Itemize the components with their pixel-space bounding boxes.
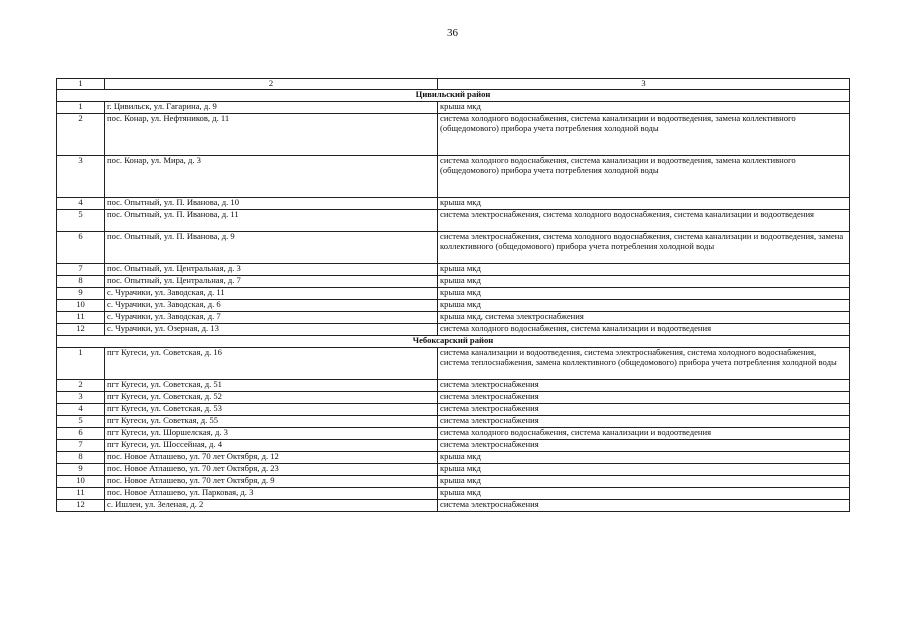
table-row: [57, 464, 850, 476]
address-cell: г. Цивильск, ул. Гагарина, д. 9: [105, 102, 438, 114]
table-row: [57, 392, 850, 404]
work-type-cell: система электроснабжения: [438, 416, 850, 428]
table-row: [57, 476, 850, 488]
row-number: 3: [57, 392, 105, 404]
table-row: [57, 488, 850, 500]
work-type-cell: система электроснабжения: [438, 440, 850, 452]
address-cell: с. Чурачики, ул. Заводская, д. 6: [105, 300, 438, 312]
work-type-cell: система канализации и водоотведения, система электроснабжения, система холодного водоснабжения, система теплоснабжения, замена коллективного (общедомового) прибора учета потребления холодной воды: [438, 348, 850, 380]
address-cell: пос. Опытный, ул. П. Иванова, д. 9: [105, 232, 438, 264]
work-type-cell: система электроснабжения: [438, 404, 850, 416]
row-number: 11: [57, 312, 105, 324]
address-cell: пос. Конар, ул. Мира, д. 3: [105, 156, 438, 198]
row-number: 6: [57, 428, 105, 440]
address-cell: пос. Опытный, ул. Центральная, д. 3: [105, 264, 438, 276]
address-cell: пгт Кугеси, ул. Шоссейная, д. 4: [105, 440, 438, 452]
work-type-cell: крыша мкд: [438, 264, 850, 276]
table-row: [57, 416, 850, 428]
row-number: 11: [57, 488, 105, 500]
table-row: [57, 440, 850, 452]
work-type-cell: система холодного водоснабжения, система канализации и водоотведения, замена коллективного (общедомового) прибора учета потребления холодной воды: [438, 114, 850, 156]
row-number: 4: [57, 404, 105, 416]
row-number: 4: [57, 198, 105, 210]
table-row: [57, 264, 850, 276]
work-type-cell: крыша мкд: [438, 198, 850, 210]
table-row: [57, 500, 850, 512]
address-cell: пгт Кугеси, ул. Шоршелская, д. 3: [105, 428, 438, 440]
district-header-row: [57, 336, 850, 348]
row-number: 12: [57, 500, 105, 512]
row-number: 8: [57, 276, 105, 288]
table-row: [57, 300, 850, 312]
column-header-1: 1: [57, 79, 105, 90]
row-number: 2: [57, 114, 105, 156]
work-type-cell: система электроснабжения: [438, 392, 850, 404]
table-row: [57, 288, 850, 300]
table-row: [57, 102, 850, 114]
table-row: [57, 198, 850, 210]
work-type-cell: крыша мкд: [438, 102, 850, 114]
work-type-cell: система холодного водоснабжения, система канализации и водоотведения: [438, 324, 850, 336]
table-row: [57, 156, 850, 198]
table-row: [57, 452, 850, 464]
address-cell: пос. Конар, ул. Нефтяников, д. 11: [105, 114, 438, 156]
address-cell: с. Ишлеи, ул. Зеленая, д. 2: [105, 500, 438, 512]
column-header-3: 3: [438, 79, 850, 90]
column-header-2: 2: [105, 79, 438, 90]
table-row: [57, 404, 850, 416]
address-cell: пос. Опытный, ул. Центральная, д. 7: [105, 276, 438, 288]
address-cell: пос. Опытный, ул. П. Иванова, д. 11: [105, 210, 438, 232]
work-type-cell: крыша мкд: [438, 288, 850, 300]
address-cell: пос. Новое Атлашево, ул. Парковая, д. 3: [105, 488, 438, 500]
row-number: 2: [57, 380, 105, 392]
row-number: 5: [57, 210, 105, 232]
table-row: [57, 114, 850, 156]
row-number: 10: [57, 476, 105, 488]
work-type-cell: крыша мкд: [438, 476, 850, 488]
table-row: [57, 276, 850, 288]
district-name: Цивильский район: [57, 90, 850, 102]
column-number-row: [57, 79, 850, 90]
table-row: [57, 210, 850, 232]
row-number: 12: [57, 324, 105, 336]
repair-works-table: [56, 78, 850, 512]
work-type-cell: система холодного водоснабжения, система канализации и водоотведения, замена коллективного (общедомового) прибора учета потребления холодной воды: [438, 156, 850, 198]
address-cell: пгт Кугеси, ул. Советская, д. 52: [105, 392, 438, 404]
address-cell: пос. Новое Атлашево, ул. 70 лет Октября, д. 23: [105, 464, 438, 476]
address-cell: пгт Кугеси, ул. Советкая, д. 55: [105, 416, 438, 428]
address-cell: пос. Опытный, ул. П. Иванова, д. 10: [105, 198, 438, 210]
district-header-row: [57, 90, 850, 102]
address-cell: пгт Кугеси, ул. Советская, д. 16: [105, 348, 438, 380]
row-number: 3: [57, 156, 105, 198]
row-number: 1: [57, 102, 105, 114]
work-type-cell: крыша мкд: [438, 276, 850, 288]
address-cell: с. Чурачики, ул. Озерная, д. 13: [105, 324, 438, 336]
work-type-cell: крыша мкд, система электроснабжения: [438, 312, 850, 324]
table-row: [57, 232, 850, 264]
table-row: [57, 324, 850, 336]
table-row: [57, 348, 850, 380]
row-number: 7: [57, 264, 105, 276]
work-type-cell: система электроснабжения: [438, 500, 850, 512]
district-name: Чебоксарский район: [57, 336, 850, 348]
row-number: 8: [57, 452, 105, 464]
address-cell: пос. Новое Атлашево, ул. 70 лет Октября, д. 12: [105, 452, 438, 464]
row-number: 1: [57, 348, 105, 380]
row-number: 5: [57, 416, 105, 428]
row-number: 7: [57, 440, 105, 452]
row-number: 6: [57, 232, 105, 264]
work-type-cell: система электроснабжения, система холодного водоснабжения, система канализации и водоотведения, замена коллективного (общедомового) прибора учета потребления холодной воды: [438, 232, 850, 264]
work-type-cell: система электроснабжения: [438, 380, 850, 392]
row-number: 9: [57, 288, 105, 300]
row-number: 10: [57, 300, 105, 312]
address-cell: пгт Кугеси, ул. Советская, д. 51: [105, 380, 438, 392]
work-type-cell: крыша мкд: [438, 452, 850, 464]
work-type-cell: крыша мкд: [438, 300, 850, 312]
address-cell: пгт Кугеси, ул. Советская, д. 53: [105, 404, 438, 416]
work-type-cell: крыша мкд: [438, 464, 850, 476]
table-body: [57, 79, 850, 512]
page-number: 36: [447, 27, 458, 39]
address-cell: с. Чурачики, ул. Заводская, д. 7: [105, 312, 438, 324]
row-number: 9: [57, 464, 105, 476]
address-cell: пос. Новое Атлашево, ул. 70 лет Октября, д. 9: [105, 476, 438, 488]
table-row: [57, 428, 850, 440]
address-cell: с. Чурачики, ул. Заводская, д. 11: [105, 288, 438, 300]
work-type-cell: система холодного водоснабжения, система канализации и водоотведения: [438, 428, 850, 440]
table-row: [57, 312, 850, 324]
work-type-cell: крыша мкд: [438, 488, 850, 500]
work-type-cell: система электроснабжения, система холодного водоснабжения, система канализации и водоотведения: [438, 210, 850, 232]
table-row: [57, 380, 850, 392]
